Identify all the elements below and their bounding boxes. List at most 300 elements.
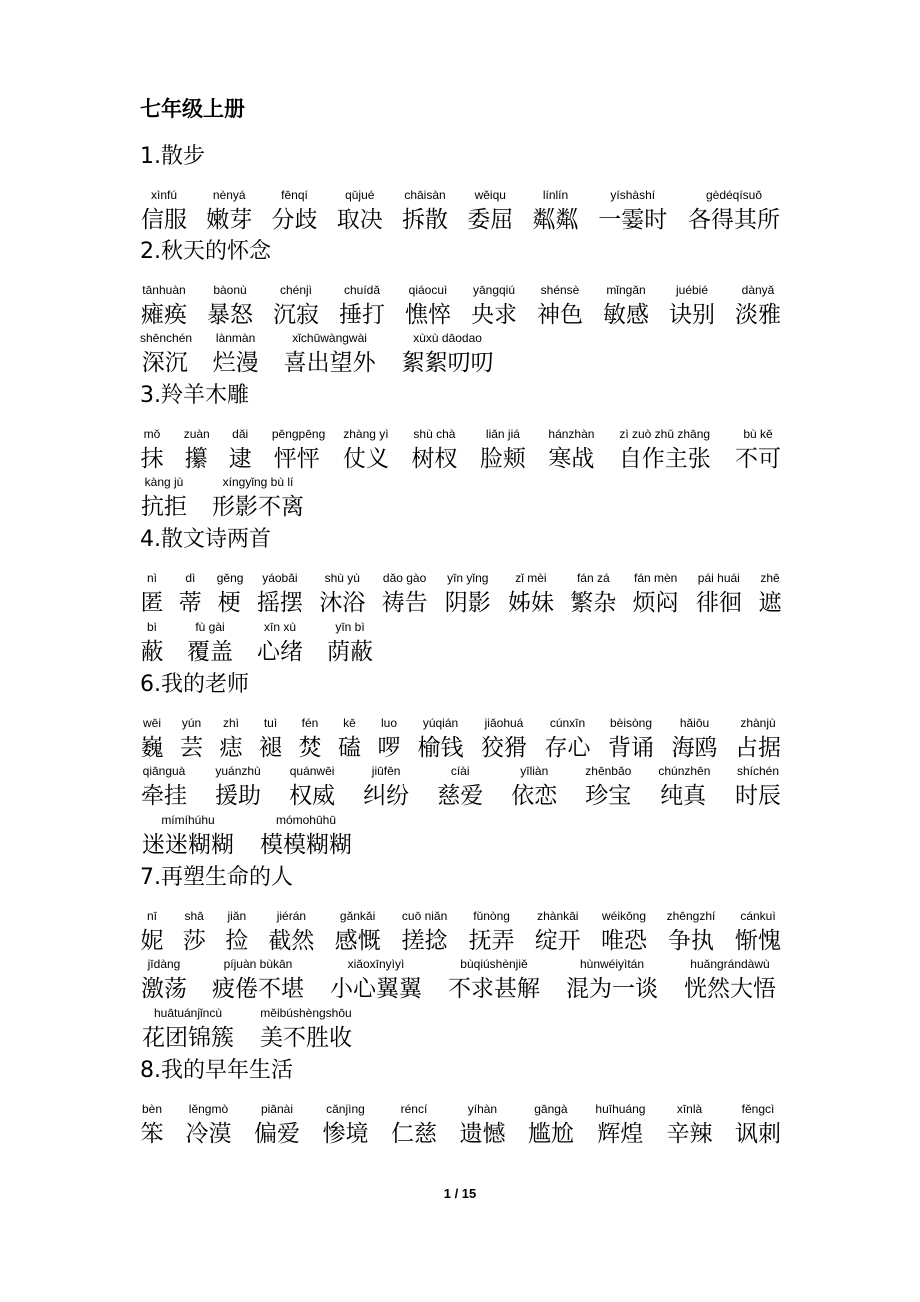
pinyin: gāngà bbox=[534, 1102, 568, 1116]
hanzi: 深沉 bbox=[141, 350, 188, 376]
hanzi: 美不胜收 bbox=[260, 1025, 352, 1051]
hanzi: 援助 bbox=[215, 783, 262, 809]
pinyin: nì bbox=[146, 571, 157, 585]
pinyin: xǐchūwàngwài bbox=[292, 331, 367, 345]
pinyin: bèn bbox=[141, 1102, 163, 1116]
pinyin: měibúshèngshōu bbox=[260, 1006, 352, 1020]
hanzi: 激荡 bbox=[141, 976, 187, 1002]
hanzi: 委屈 bbox=[467, 207, 514, 233]
pinyin: mǒ bbox=[143, 427, 161, 441]
vocab-word bbox=[258, 1006, 354, 1054]
hanzi: 瘫痪 bbox=[141, 302, 187, 328]
vocab-word bbox=[334, 909, 382, 957]
hanzi: 感慨 bbox=[334, 928, 381, 954]
vocab-word bbox=[602, 283, 650, 331]
vocab-word bbox=[326, 620, 374, 668]
pinyin: pái huái bbox=[697, 571, 740, 585]
hanzi: 神色 bbox=[537, 302, 583, 328]
hanzi: 占据 bbox=[735, 735, 781, 761]
pinyin: jīdàng bbox=[147, 957, 181, 971]
pinyin: yáobǎi bbox=[262, 571, 298, 585]
vocab-word bbox=[600, 909, 648, 957]
vocab-word bbox=[734, 427, 782, 475]
page-title: 七年级上册 bbox=[140, 97, 245, 121]
vocab-word bbox=[328, 957, 424, 1005]
hanzi: 惭愧 bbox=[735, 928, 781, 954]
hanzi: 纯真 bbox=[660, 783, 707, 809]
hanzi: 取决 bbox=[336, 207, 383, 233]
vocab-word bbox=[597, 188, 669, 236]
pinyin: qiáocuì bbox=[408, 283, 448, 297]
vocab-word bbox=[256, 620, 304, 668]
pinyin: zǐ mèi bbox=[515, 571, 547, 585]
vocab-word bbox=[468, 909, 516, 957]
vocab-word bbox=[336, 188, 384, 236]
vocab-word bbox=[527, 1102, 575, 1150]
vocab-word bbox=[321, 1102, 369, 1150]
pinyin: yuánzhù bbox=[215, 764, 261, 778]
hanzi: 绽开 bbox=[534, 928, 581, 954]
vocab-word bbox=[632, 571, 680, 619]
pinyin: bùqiúshènjiě bbox=[460, 957, 528, 971]
hanzi: 纠纷 bbox=[363, 783, 410, 809]
hanzi: 讽刺 bbox=[735, 1121, 781, 1147]
section-heading: 3.羚羊木雕 bbox=[140, 383, 249, 408]
section-heading: 4.散文诗两首 bbox=[140, 527, 271, 552]
hanzi: 焚 bbox=[298, 735, 322, 761]
word-row bbox=[140, 427, 782, 475]
pinyin: piānài bbox=[260, 1102, 293, 1116]
vocab-word bbox=[547, 427, 595, 475]
hanzi: 粼粼 bbox=[532, 207, 579, 233]
pinyin: xiǎoxīnyìyì bbox=[347, 957, 405, 971]
vocab-word bbox=[534, 909, 582, 957]
hanzi: 暴怒 bbox=[207, 302, 253, 328]
vocab-word bbox=[734, 716, 782, 764]
vocab-word bbox=[446, 957, 542, 1005]
vocab-word bbox=[401, 188, 449, 236]
hanzi: 信服 bbox=[141, 207, 187, 233]
hanzi: 模模糊糊 bbox=[260, 832, 352, 858]
pinyin: fǔnòng bbox=[473, 909, 510, 923]
vocab-word bbox=[272, 283, 320, 331]
vocab-word bbox=[569, 571, 617, 619]
pinyin: mímíhúhu bbox=[161, 813, 215, 827]
hanzi: 树杈 bbox=[411, 446, 458, 472]
vocab-word bbox=[271, 188, 319, 236]
pinyin: gèdéqísuǒ bbox=[705, 188, 763, 202]
pinyin: juébié bbox=[675, 283, 709, 297]
hanzi: 匿 bbox=[140, 590, 164, 616]
pinyin: dǎo gào bbox=[382, 571, 427, 585]
vocab-word bbox=[140, 1102, 164, 1150]
pinyin: cúnxīn bbox=[549, 716, 586, 730]
pinyin: nī bbox=[146, 909, 157, 923]
vocab-word bbox=[615, 427, 714, 475]
hanzi: 辉煌 bbox=[597, 1121, 644, 1147]
vocab-word bbox=[318, 571, 366, 619]
vocab-word bbox=[532, 188, 580, 236]
vocab-word bbox=[362, 764, 410, 812]
pinyin: fù gài bbox=[195, 620, 225, 634]
vocab-word bbox=[182, 909, 206, 957]
hanzi: 抹 bbox=[140, 446, 164, 472]
pinyin: chénjì bbox=[279, 283, 313, 297]
pinyin: zhēnbǎo bbox=[585, 764, 632, 778]
hanzi: 央求 bbox=[471, 302, 517, 328]
pinyin: yúqián bbox=[422, 716, 459, 730]
pinyin: liǎn jiá bbox=[485, 427, 520, 441]
pinyin: fán mèn bbox=[633, 571, 678, 585]
vocab-word bbox=[259, 716, 283, 764]
hanzi: 抚弄 bbox=[468, 928, 515, 954]
vocab-word bbox=[256, 571, 304, 619]
vocab-word bbox=[466, 188, 514, 236]
pinyin: cuō niǎn bbox=[401, 909, 448, 923]
pinyin: fěngcì bbox=[741, 1102, 775, 1116]
pinyin: jiérán bbox=[276, 909, 307, 923]
hanzi: 寒战 bbox=[548, 446, 595, 472]
hanzi: 牵挂 bbox=[141, 783, 187, 809]
pinyin: yīn bì bbox=[335, 620, 365, 634]
section-heading: 2.秋天的怀念 bbox=[140, 239, 271, 264]
pinyin: cíài bbox=[450, 764, 470, 778]
hanzi: 荫蔽 bbox=[327, 639, 373, 665]
pinyin: chāisàn bbox=[404, 188, 446, 202]
hanzi: 形影不离 bbox=[212, 494, 304, 520]
pinyin: huātuánjǐncù bbox=[153, 1006, 223, 1020]
pinyin: chúnzhēn bbox=[658, 764, 711, 778]
vocab-word bbox=[140, 283, 188, 331]
vocab-word bbox=[417, 716, 465, 764]
pinyin: yīliàn bbox=[520, 764, 549, 778]
pinyin: xùxù dāodao bbox=[413, 331, 482, 345]
pinyin: cánkuì bbox=[740, 909, 776, 923]
hanzi: 疲倦不堪 bbox=[212, 976, 304, 1002]
vocab-word bbox=[140, 188, 188, 236]
section-heading: 1.散步 bbox=[140, 144, 205, 169]
hanzi: 混为一谈 bbox=[566, 976, 658, 1002]
vocab-word bbox=[410, 427, 458, 475]
hanzi: 珍宝 bbox=[585, 783, 632, 809]
hanzi: 敏感 bbox=[603, 302, 649, 328]
vocab-word bbox=[178, 571, 202, 619]
hanzi: 背诵 bbox=[608, 735, 654, 761]
vocab-word bbox=[184, 1102, 232, 1150]
word-row bbox=[140, 188, 782, 236]
hanzi: 不可 bbox=[735, 446, 781, 472]
vocab-word bbox=[140, 813, 236, 861]
word-row bbox=[140, 1102, 782, 1150]
word-row bbox=[140, 716, 782, 764]
hanzi: 痣 bbox=[219, 735, 243, 761]
hanzi: 辛辣 bbox=[666, 1121, 713, 1147]
hanzi: 迷迷糊糊 bbox=[142, 832, 234, 858]
vocab-word bbox=[184, 427, 209, 475]
pinyin: quánwēi bbox=[289, 764, 335, 778]
pinyin: shíchén bbox=[736, 764, 780, 778]
hanzi: 搓捻 bbox=[401, 928, 448, 954]
pinyin: zhì bbox=[222, 716, 239, 730]
vocab-word bbox=[734, 909, 782, 957]
word-row bbox=[140, 475, 782, 523]
vocab-word bbox=[267, 909, 315, 957]
pinyin: zhànkāi bbox=[537, 909, 579, 923]
pinyin: yāngqiú bbox=[472, 283, 516, 297]
pinyin: hùnwéiyìtán bbox=[579, 957, 645, 971]
vocab-word bbox=[140, 764, 188, 812]
hanzi: 祷告 bbox=[381, 590, 428, 616]
hanzi: 喜出望外 bbox=[283, 350, 376, 376]
vocab-word bbox=[381, 571, 429, 619]
pinyin: mǐngǎn bbox=[606, 283, 646, 297]
vocab-word bbox=[507, 571, 555, 619]
hanzi: 权威 bbox=[289, 783, 336, 809]
hanzi: 阴影 bbox=[444, 590, 491, 616]
pinyin: mómohūhū bbox=[275, 813, 337, 827]
hanzi: 一霎时 bbox=[598, 207, 668, 233]
pinyin: huǎngrándàwù bbox=[690, 957, 770, 971]
vocab-word bbox=[686, 188, 782, 236]
hanzi: 淡雅 bbox=[735, 302, 781, 328]
hanzi: 脸颊 bbox=[479, 446, 526, 472]
vocab-word bbox=[607, 716, 655, 764]
vocab-word bbox=[470, 283, 518, 331]
hanzi: 不求甚解 bbox=[448, 976, 540, 1002]
vocab-word bbox=[595, 1102, 645, 1150]
pinyin: píjuàn bùkān bbox=[223, 957, 293, 971]
pinyin: gěng bbox=[216, 571, 244, 585]
hanzi: 褪 bbox=[259, 735, 282, 761]
hanzi: 小心翼翼 bbox=[330, 976, 422, 1002]
vocab-word bbox=[206, 283, 254, 331]
pinyin: shā bbox=[184, 909, 204, 923]
hanzi: 慈爱 bbox=[437, 783, 484, 809]
hanzi: 覆盖 bbox=[187, 639, 233, 665]
hanzi: 捡 bbox=[225, 928, 249, 954]
hanzi: 沉寂 bbox=[273, 302, 319, 328]
pinyin: jiǎn bbox=[227, 909, 247, 923]
pinyin: jiūfēn bbox=[371, 764, 401, 778]
pinyin: hǎiōu bbox=[679, 716, 710, 730]
pinyin: shù chà bbox=[413, 427, 456, 441]
pinyin: bèisòng bbox=[609, 716, 653, 730]
hanzi: 抗拒 bbox=[141, 494, 187, 520]
word-row bbox=[140, 620, 782, 668]
hanzi: 蒂 bbox=[178, 590, 202, 616]
hanzi: 榆钱 bbox=[417, 735, 464, 761]
vocab-word bbox=[140, 1006, 236, 1054]
vocab-word bbox=[140, 331, 193, 379]
vocab-word bbox=[140, 909, 164, 957]
hanzi: 嫩芽 bbox=[206, 207, 253, 233]
hanzi: 啰 bbox=[377, 735, 401, 761]
vocab-word bbox=[338, 716, 362, 764]
vocab-word bbox=[377, 716, 401, 764]
pinyin: hánzhàn bbox=[548, 427, 595, 441]
hanzi: 怦怦 bbox=[273, 446, 320, 472]
hanzi: 攥 bbox=[184, 446, 208, 472]
hanzi: 蔽 bbox=[140, 639, 164, 665]
hanzi: 恍然大悟 bbox=[684, 976, 776, 1002]
hanzi: 姊妹 bbox=[507, 590, 554, 616]
vocab-word bbox=[536, 283, 584, 331]
vocab-word bbox=[338, 283, 386, 331]
pinyin: yīn yǐng bbox=[447, 571, 489, 585]
pinyin: dànyǎ bbox=[741, 283, 775, 297]
pinyin: qiānguà bbox=[142, 764, 186, 778]
pinyin: wěiqu bbox=[474, 188, 506, 202]
word-row bbox=[140, 909, 782, 957]
vocab-word bbox=[224, 909, 249, 957]
pinyin: xìnfú bbox=[150, 188, 177, 202]
vocab-word bbox=[404, 283, 452, 331]
hanzi: 沐浴 bbox=[319, 590, 366, 616]
vocab-word bbox=[140, 475, 188, 523]
hanzi: 遮 bbox=[758, 590, 782, 616]
vocab-word bbox=[390, 1102, 438, 1150]
vocab-word bbox=[658, 764, 711, 812]
hanzi: 诀别 bbox=[669, 302, 715, 328]
vocab-word bbox=[180, 716, 204, 764]
vocab-word bbox=[400, 909, 450, 957]
section-heading: 6.我的老师 bbox=[140, 672, 249, 697]
hanzi: 巍 bbox=[140, 735, 164, 761]
hanzi: 依恋 bbox=[511, 783, 558, 809]
vocab-word bbox=[140, 957, 188, 1005]
pinyin: kē bbox=[343, 716, 356, 730]
hanzi: 偏爱 bbox=[253, 1121, 300, 1147]
vocab-word bbox=[666, 1102, 714, 1150]
pinyin: fén bbox=[301, 716, 319, 730]
hanzi: 遗憾 bbox=[459, 1121, 506, 1147]
hanzi: 磕 bbox=[338, 735, 361, 761]
hanzi: 絮絮叨叨 bbox=[401, 350, 494, 376]
vocab-word bbox=[544, 716, 592, 764]
hanzi: 各得其所 bbox=[688, 207, 780, 233]
pinyin: xīn xù bbox=[263, 620, 296, 634]
vocab-word bbox=[694, 571, 744, 619]
hanzi: 时辰 bbox=[735, 783, 781, 809]
section-heading: 8.我的早年生活 bbox=[140, 1058, 293, 1083]
pinyin: cǎnjìng bbox=[326, 1102, 365, 1116]
vocab-word bbox=[668, 283, 716, 331]
pinyin: zhàng yì bbox=[343, 427, 389, 441]
hanzi: 徘徊 bbox=[695, 590, 742, 616]
vocab-word bbox=[734, 283, 782, 331]
hanzi: 梗 bbox=[217, 590, 241, 616]
vocab-word bbox=[400, 331, 496, 379]
vocab-word bbox=[478, 427, 528, 475]
hanzi: 海鸥 bbox=[671, 735, 718, 761]
vocab-word bbox=[734, 1102, 782, 1150]
vocab-word bbox=[271, 427, 326, 475]
vocab-word bbox=[228, 427, 252, 475]
pinyin: shù yù bbox=[324, 571, 360, 585]
vocab-word bbox=[443, 571, 493, 619]
hanzi: 仁慈 bbox=[390, 1121, 437, 1147]
vocab-word bbox=[140, 571, 164, 619]
hanzi: 冷漠 bbox=[185, 1121, 232, 1147]
pinyin: yún bbox=[181, 716, 202, 730]
hanzi: 憔悴 bbox=[405, 302, 451, 328]
pinyin: huīhuáng bbox=[595, 1102, 646, 1116]
hanzi: 唯恐 bbox=[601, 928, 647, 954]
word-row bbox=[140, 283, 782, 331]
vocab-word bbox=[671, 716, 719, 764]
pinyin: zuàn bbox=[183, 427, 210, 441]
hanzi: 惨境 bbox=[322, 1121, 369, 1147]
pinyin: dǎi bbox=[232, 427, 249, 441]
pinyin: yíshàshí bbox=[610, 188, 656, 202]
vocab-word bbox=[205, 188, 253, 236]
vocab-word bbox=[140, 716, 164, 764]
hanzi: 芸 bbox=[180, 735, 203, 761]
hanzi: 捶打 bbox=[339, 302, 385, 328]
vocab-word bbox=[666, 909, 716, 957]
hanzi: 争执 bbox=[667, 928, 714, 954]
pinyin: fán zá bbox=[576, 571, 610, 585]
pinyin: shēnchén bbox=[140, 331, 193, 345]
pinyin: zhē bbox=[760, 571, 780, 585]
word-row bbox=[140, 813, 782, 861]
word-row bbox=[140, 571, 782, 619]
hanzi: 莎 bbox=[182, 928, 206, 954]
hanzi: 笨 bbox=[140, 1121, 164, 1147]
vocab-word bbox=[758, 571, 782, 619]
vocab-word bbox=[258, 813, 354, 861]
hanzi: 仗义 bbox=[342, 446, 389, 472]
hanzi: 分歧 bbox=[271, 207, 318, 233]
pinyin: tuì bbox=[263, 716, 278, 730]
pinyin: bàonù bbox=[213, 283, 247, 297]
hanzi: 存心 bbox=[544, 735, 591, 761]
pinyin: zì zuò zhǔ zhāng bbox=[619, 427, 711, 441]
vocab-word bbox=[436, 764, 484, 812]
pinyin: wéikǒng bbox=[601, 909, 647, 923]
hanzi: 烦闷 bbox=[632, 590, 679, 616]
vocab-word bbox=[140, 427, 164, 475]
pinyin: wēi bbox=[142, 716, 161, 730]
pinyin: pēngpēng bbox=[271, 427, 326, 441]
pinyin: kàng jù bbox=[144, 475, 184, 489]
word-row bbox=[140, 764, 782, 812]
vocab-word bbox=[288, 764, 336, 812]
vocab-word bbox=[210, 475, 306, 523]
pinyin: shénsè bbox=[540, 283, 580, 297]
pinyin: réncí bbox=[400, 1102, 428, 1116]
hanzi: 截然 bbox=[268, 928, 315, 954]
hanzi: 烂漫 bbox=[212, 350, 259, 376]
pinyin: xíngyǐng bù lí bbox=[222, 475, 294, 489]
vocab-word bbox=[480, 716, 528, 764]
pinyin: dì bbox=[185, 571, 196, 585]
pinyin: jiǎohuá bbox=[484, 716, 524, 730]
hanzi: 逮 bbox=[228, 446, 252, 472]
word-row bbox=[140, 957, 782, 1005]
hanzi: 拆散 bbox=[402, 207, 448, 233]
hanzi: 摇摆 bbox=[256, 590, 303, 616]
pinyin: yíhàn bbox=[467, 1102, 498, 1116]
pinyin: zhēngzhí bbox=[666, 909, 716, 923]
pinyin: xīnlà bbox=[676, 1102, 703, 1116]
hanzi: 狡猾 bbox=[481, 735, 527, 761]
vocab-word bbox=[186, 620, 234, 668]
hanzi: 自作主张 bbox=[618, 446, 711, 472]
section-heading: 7.再塑生命的人 bbox=[140, 865, 293, 890]
hanzi: 花团锦簇 bbox=[142, 1025, 234, 1051]
pinyin: nènyá bbox=[212, 188, 246, 202]
